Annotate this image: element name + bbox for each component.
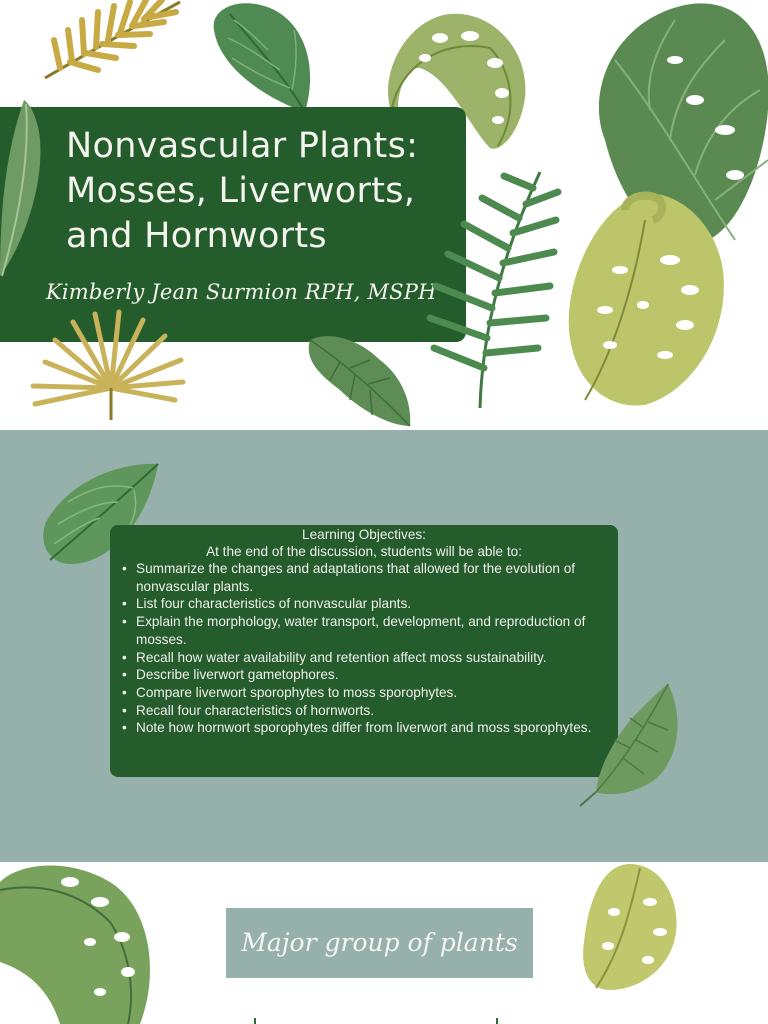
page-title	[66, 124, 456, 259]
list-item: • Compare liverwort sporophytes to moss sporophytes.	[120, 684, 598, 702]
list-item: • Summarize the changes and adaptations that allowed for the evolution of nonvascular plants.	[120, 560, 598, 595]
objectives-heading: Learning Objectives:	[302, 527, 426, 542]
objectives-intro: At the end of the discussion, students will be able to:	[206, 544, 522, 559]
monstera-leaf-icon	[580, 862, 680, 992]
list-item: • Describe liverwort gametophores.	[120, 666, 598, 684]
author-name: Kimberly Jean Surmion RPH, MSPH	[46, 280, 437, 304]
title-slide	[0, 0, 768, 430]
oak-leaf-icon	[300, 330, 415, 430]
major-groups-slide	[0, 862, 768, 1024]
title-line: and Hornworts	[66, 216, 327, 256]
connector-line	[496, 1018, 498, 1024]
list-item: • Explain the morphology, water transport, development, and reproduction of mosses.	[120, 613, 598, 648]
objectives-list	[120, 560, 598, 737]
monstera-leaf-icon	[0, 862, 155, 1024]
fan-palm-icon	[25, 312, 185, 422]
list-item: • List four characteristics of nonvascular plants.	[120, 595, 598, 613]
oak-leaf-icon	[578, 682, 683, 807]
calathea-leaf-icon	[210, 0, 320, 115]
calathea-leaf-icon	[0, 100, 46, 280]
list-item: • Recall four characteristics of hornworts.	[120, 702, 598, 720]
major-groups-label: Major group of plants	[241, 928, 518, 957]
monstera-leaf-icon	[565, 190, 725, 410]
list-item: • Note how hornwort sporophytes differ from liverwort and moss sporophytes.	[120, 719, 598, 737]
title-line: Mosses, Liverworts,	[66, 171, 416, 211]
fern-leaf-icon	[420, 168, 560, 413]
list-item: • Recall how water availability and retention affect moss sustainability.	[120, 649, 598, 667]
objectives-slide	[0, 430, 768, 862]
connector-line	[254, 1018, 256, 1024]
palm-frond-icon	[40, 0, 190, 80]
title-line: Nonvascular Plants:	[66, 126, 419, 166]
